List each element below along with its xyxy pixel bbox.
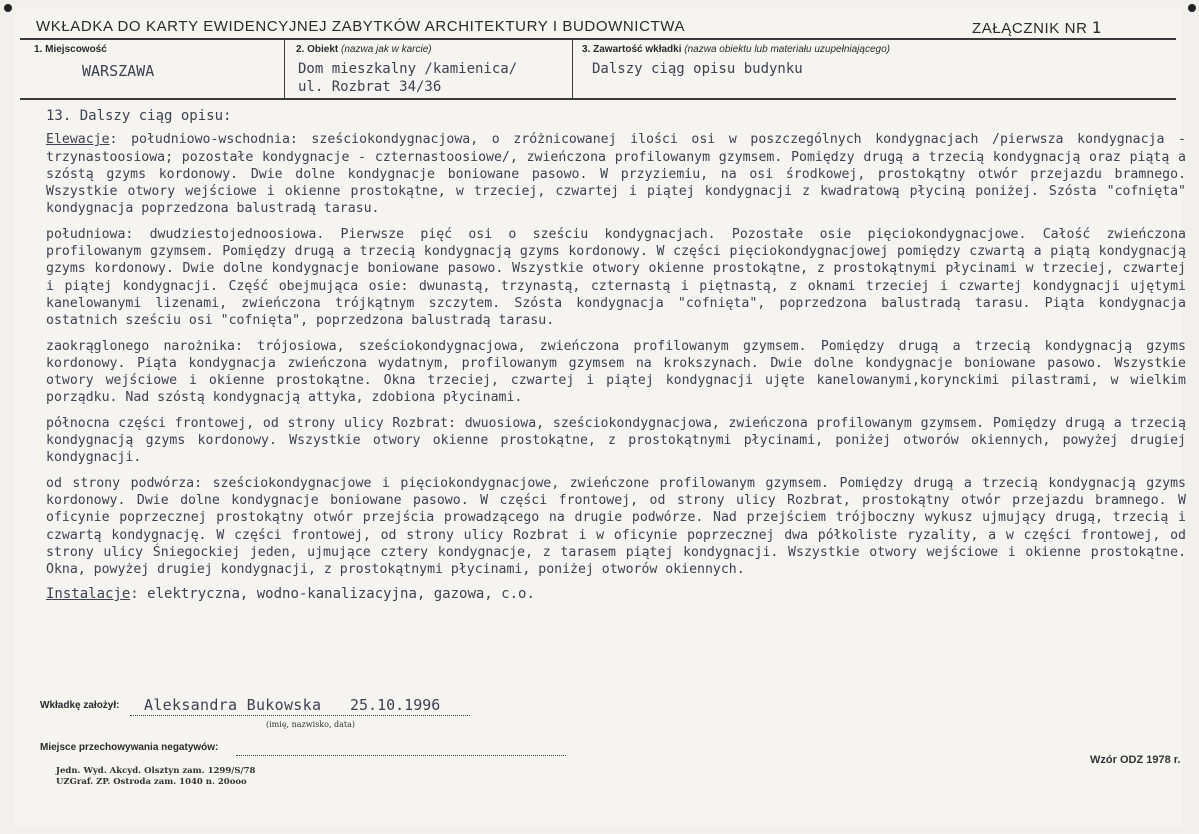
punch-hole-left [4, 4, 12, 12]
prepared-by-dots [130, 714, 470, 716]
negatives-dots [236, 754, 566, 756]
form-code: Wzór ODZ 1978 r. [1090, 754, 1181, 766]
locality-label: 1. Miejscowość [34, 44, 107, 55]
negatives-label: Miejsce przechowywania negatywów: [40, 742, 219, 753]
prepared-by-label: Wkładkę założył: [40, 700, 120, 711]
imprint-line-1: Jedn. Wyd. Akcyd. Olsztyn zam. 1299/S/78 [56, 766, 256, 776]
installations-text: : elektryczna, wodno-kanalizacyjna, gazowa, c.o. [130, 586, 535, 603]
contents-label: 3. Zawartość wkładki (nazwa obiektu lub materiału uzupełniającego) [582, 44, 890, 55]
author-name: Aleksandra Bukowska [144, 696, 322, 714]
form-title: WKŁADKA DO KARTY EWIDENCYJNEJ ZABYTKÓW ARCHITEKTURY I BUDOWNICTWA [36, 18, 686, 35]
locality-value: WARSZAWA [82, 62, 155, 80]
field-divider-2 [572, 40, 573, 98]
author-date: 25.10.1996 [350, 696, 441, 714]
paragraph-installations [46, 586, 1186, 603]
installations-label: Instalacje [46, 586, 131, 603]
paragraph-corner: zaokrąglonego narożnika: trójosiowa, sześciokondygnacjowa, zwieńczona profilowanym gzymsem. Pomiędzy drugą a trzecią kondygnacją gzyms kordonowy. Piąta kondygnacja zwieńczona wydatnym, profilowanym gzymsem na krokszynach. Dwie dolne kondygnacje boniowane pasowo. Wszystkie otwory wejściowe i okienne prostokątne. Okna trzeciej, czwartej i piątej kondygnacji ujęte kanelowanymi,korynckimi pilastrami, w wielkim porządku. Nad szóstą kondygnacją attyka, zdobiona płycinami. [46, 338, 1186, 406]
paragraph-south-east [46, 131, 1186, 217]
annex-number [972, 18, 1102, 37]
author-caption: (imię, nazwisko, data) [266, 720, 356, 729]
document-card [14, 8, 1186, 826]
object-label: 2. Obiekt (nazwa jak w karcie) [296, 44, 432, 55]
field-divider-1 [284, 40, 285, 98]
annex-value: 1 [1091, 18, 1102, 37]
paragraph-south: południowa: dwudziestojednoosiowa. Pierwsze pięć osi o sześciu kondygnacjach. Pozostałe osie pięciokondygnacjowe. Całość zwieńczona profilowanym gzymsem. Pomiędzy drugą a trzecią kondygnacją gzyms kordonowy. W części pięciokondygnacjowej pomiędzy czwartą a piątą kondygnacją gzyms kordonowy. Dwie dolne kondygnacje boniowane pasowo. Wszystkie otwory okienne prostokątne, z prostokątnymi płycinami w trzeciej, czwartej i piątej kondygnacji. Część obejmująca osie: dwunastą, trzynastą, czternastą i piętnastą, z oknami trzeciej i czwartej kondygnacji ujętymi kanelowanymi lizenami, zwieńczona trójkątnym szczytem. Szósta kondygnacja "cofnięta", poprzedzona balustradą tarasu. Piąta kondygnacja ostatnich sześciu osi "cofnięta", poprzedzona balustradą tarasu. [46, 226, 1186, 329]
paragraph-south-east-text: : południowo-wschodnia: sześciokondygnacjowa, o zróżnicowanej ilości osi w poszczególnych kondygnacjach /pierwsza kondygnacja - trzynastoosiowa; pozostałe kondygnacje - czternastoosiowe/, zwieńczona profilowanym gzymsem. Pomiędzy drugą a trzecią kondygnacją oraz piątą a szóstą gzyms kordonowy. Dwie dolne kondygnacje boniowane pasowo. W przyziemiu, na osi środkowej, prostokątny otwór przejazdu bramnego. Wszystkie otwory wejściowe i okienne prostokątne, w trzeciej, czwartej i piątej kondygnacji z kwadratową płyciną poniżej. Szósta "cofnięta" kondygnacja poprzedzona balustradą tarasu. [46, 132, 1186, 217]
section-heading: 13. Dalszy ciąg opisu: [46, 108, 232, 124]
imprint-line-2: UZGraf. ZP. Ostroda zam. 1040 n. 20ooo [56, 777, 247, 787]
header-rule-bottom [20, 98, 1176, 100]
object-value-line1: Dom mieszkalny /kamienica/ [298, 61, 518, 77]
contents-value: Dalszy ciąg opisu budynku [592, 61, 803, 77]
punch-hole-right [1188, 4, 1196, 12]
header-rule-top [20, 38, 1176, 40]
description-body [46, 108, 1186, 612]
annex-label: ZAŁĄCZNIK NR [972, 20, 1088, 37]
paragraph-north: północna części frontowej, od strony ulicy Rozbrat: dwuosiowa, sześciokondygnacjowa, zwieńczona profilowanym gzymsem. Pomiędzy drugą a trzecią kondygnacją gzyms kordonowy. Wszystkie otwory okienne prostokątne, z prostokątnymi płycinami, poniżej otworów okiennych, powyżej drugiej kondygnacji. [46, 415, 1186, 466]
object-value-line2: ul. Rozbrat 34/36 [298, 79, 442, 95]
elevations-label: Elewacje [46, 132, 110, 148]
paragraph-courtyard: od strony podwórza: sześciokondygnacjowe i pięciokondygnacjowe, zwieńczone profilowanym gzymsem. Pomiędzy drugą a trzecią kondygnacją gzyms kordonowy. Dwie dolne kondygnacje boniowane pasowo. W części frontowej, od strony ulicy Rozbrat, prostokątny otwór przejazdu bramnego. W oficynie poprzecznej prostokątny otwór przejścia prowadzącego na drugie podwórze. Nad przejściem trójboczny wykusz ujmujący drugą, trzecią i czwartą kondygnację. W części frontowej, od strony ulicy Rozbrat i w oficynie poprzecznej dwa półkoliste ryzality, a w części frontowej, od strony ulicy Śniegockiej jeden, ujmujące cztery kondygnacje, z tarasem piątej kondygnacji. Wszystkie otwory wejściowe i okienne prostokątne. Okna, powyżej drugiej kondygnacji, z prostokątnymi płycinami, poniżej otworów okiennych. [46, 475, 1186, 578]
